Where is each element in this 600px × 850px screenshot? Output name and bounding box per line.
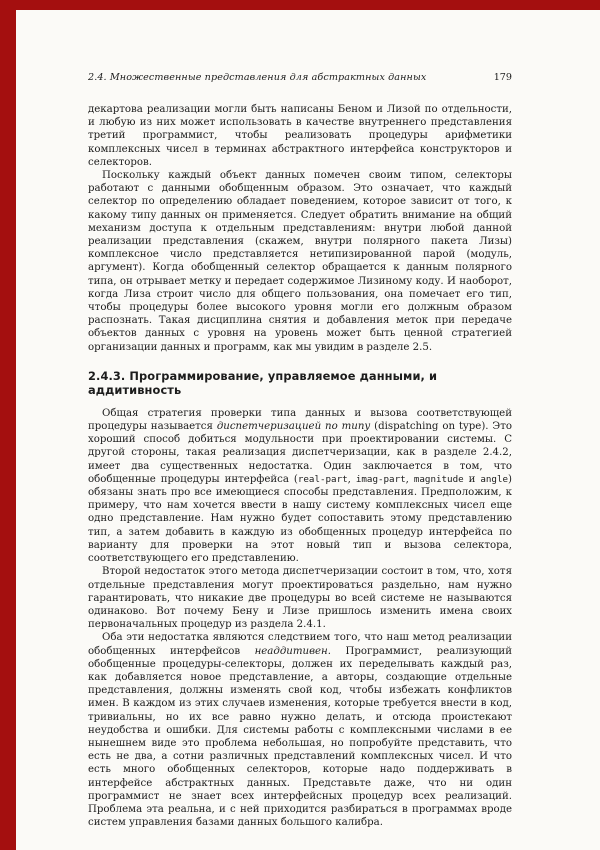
page-number: 179 bbox=[493, 72, 512, 83]
text-run: . Программист, реализующий обобщенные процедуры-селекторы, должен их переделывать каждый раз, как добавляется новое представление, а авторы, создающие отдельные представления, должны изменять свой код, чтобы избежать конфликтов имен. В каждом из этих случаев изменения, которые требуется внести в код, тривиальны, но их все равно нужно делать, и отсюда проистекают неудобства и ошибки. Для системы работы с комплексными числами в ее нынешнем виде это проблема небольшая, но попробуйте представить, что есть не два, а сотни различных представлений комплексных чисел. И что есть много обобщенных селекторов, которые надо поддерживать в интерфейсе абстрактных данных. Представьте даже, что ни один программист не знает всех интерфейсных процедур всех реализаций. Проблема эта реальна, и с ней приходится разбираться в программах вроде систем управления базами данных большого калибра. bbox=[88, 645, 512, 829]
paragraph bbox=[88, 169, 512, 354]
section-heading: 2.4.3. Программирование, управляемое данными, и аддитивность bbox=[88, 368, 438, 397]
text-run: , bbox=[347, 473, 356, 485]
text-run: Поскольку каждый объект данных помечен своим типом, селекторы работают с данными обобщенным образом. Это означает, что каждый селектор по определению обладает поведением, которое зависит от того, к какому типу данных он применяется. Следует обратить внимание на общий механизм доступа к отдельным представлениям: внутри любой данной реализации представления (скажем, внутри полярного пакета Лизы) комплексное число представляется нетипизированной парой (модуль, аргумент). Когда обобщенный селектор обращается к данным полярного типа, он отрывает метку и передает содержимое Лизиному коду. И наоборот, когда Лиза строит число для общего пользования, она помечает его тип, чтобы процедуры более высокого уровня могли его должным образом распознать. Такая дисциплина снятия и добавления меток при передаче объектов данных с уровня на уровень может быть ценной стратегией организации данных и программ, как мы увидим в разделе 2.5. bbox=[88, 170, 512, 353]
text-run: Оба эти недостатка являются следствием того, что наш метод реализации обобщенных интерфейсов bbox=[88, 632, 512, 657]
text-run: (dispatching on type). Это хороший способ добиться модульности при проектировании системы. С другой стороны, такая реализация диспетчеризации, как в разделе 2.4.2, имеет два существенных недостатка. Один заключается в том, что обобщенные процедуры интерфейса ( bbox=[88, 421, 512, 485]
text-run: , bbox=[405, 473, 414, 485]
paragraph bbox=[88, 565, 512, 631]
paragraph bbox=[88, 407, 512, 565]
page-content bbox=[88, 72, 512, 829]
paragraph bbox=[88, 631, 512, 829]
text-run: Второй недостаток этого метода диспетчеризации состоит в том, что, хотя отдельные представления могут проектироваться раздельно, нам нужно гарантировать, что никакие две процедуры во всей системе не называются одинаково. Вот почему Бену и Лизе пришлось изменить имена своих первоначальных процедур из раздела 2.4.1. bbox=[88, 566, 512, 631]
running-head-section-title: 2.4. Множественные представления для абстрактных данных bbox=[88, 72, 427, 83]
book-page bbox=[16, 10, 600, 850]
code-term: imag-part bbox=[355, 473, 406, 485]
text-run: и bbox=[463, 473, 481, 485]
text-run: декартова реализации могли быть написаны Беном и Лизой по отдельности, и любую из них может использовать в качестве внутреннего представления третий программист, чтобы реализовать процедуры арифметики комплексных чисел в терминах абстрактного интерфейса конструкторов и селекторов. bbox=[88, 104, 512, 168]
running-head bbox=[88, 72, 512, 83]
text-run: ) обязаны знать про все имеющиеся способы представления. Предположим, к примеру, что нам хочется ввести в нашу систему комплексных чисел еще одно представление. Нам нужно будет сопоставить этому представлению тип, а затем добавить в каждую из обобщенных процедур интерфейса по варианту для проверки на этот новый тип и вызова селектора, соответствующего его представлению. bbox=[88, 473, 512, 565]
code-term: real-part bbox=[297, 473, 348, 485]
code-term: magnitude bbox=[413, 473, 464, 485]
emphasized-term: неаддитивен bbox=[254, 645, 328, 657]
text-run: Общая стратегия проверки типа данных и вызова соответствующей процедуры называется bbox=[88, 407, 512, 433]
code-term: angle bbox=[480, 473, 509, 485]
paragraph bbox=[88, 103, 512, 169]
emphasized-term: диспетчеризацией по типу bbox=[216, 421, 371, 433]
page-body bbox=[88, 103, 512, 829]
